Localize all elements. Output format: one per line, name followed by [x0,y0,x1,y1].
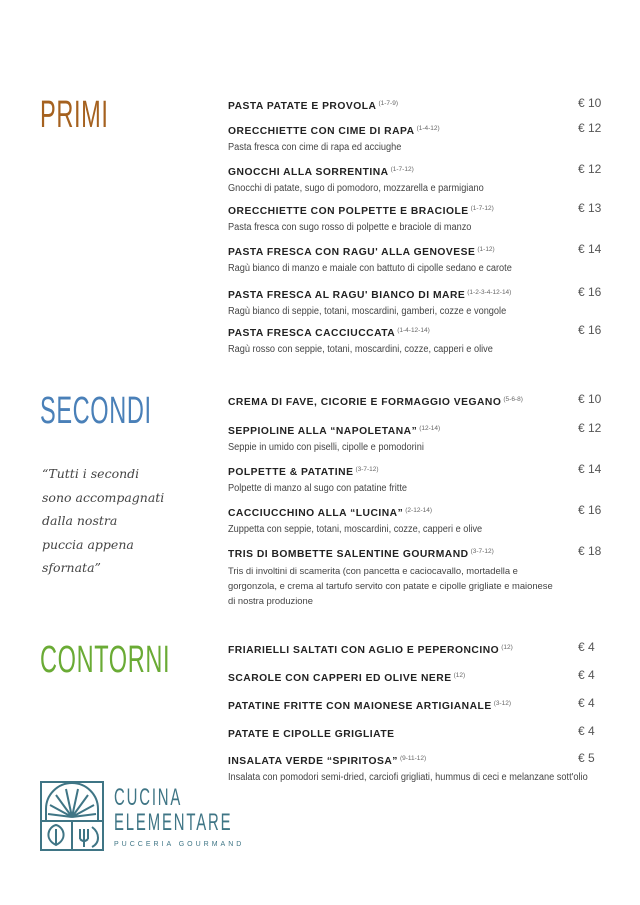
item-name [228,641,628,657]
item-description: Ragù rosso con seppie, totani, moscardini, cozze, capperi e olive [228,344,493,355]
item-price: € 18 [578,544,602,558]
item-title: PASTA FRESCA CACCIUCCATA [228,328,396,339]
menu-item [228,752,628,785]
item-title: CACCIUCCHINO ALLA “LUCINA” [228,508,404,519]
item-title: ORECCHIETTE CON CIME DI RAPA [228,126,415,137]
item-description: Gnocchi di patate, sugo di pomodoro, mozzarella e parmigiano [228,183,484,194]
item-title: SCAROLE CON CAPPERI ED OLIVE NERE [228,673,452,684]
item-name [228,243,628,259]
menu-item [228,393,628,409]
item-price: € 13 [578,201,602,215]
item-price: € 4 [578,724,595,738]
item-name [228,504,628,520]
item-name [228,202,628,218]
menu-item [228,202,628,235]
menu-item [228,641,628,657]
item-price: € 4 [578,640,595,654]
item-name [228,725,628,741]
menu-item [228,504,628,537]
item-title: PASTA FRESCA CON RAGU' ALLA GENOVESE [228,247,476,258]
note-line: sono accompagnati [42,489,165,505]
secondi-heading: SECONDI [40,390,152,432]
item-description: Seppie in umido con piselli, cipolle e pomodorini [228,442,424,453]
item-title: TRIS DI BOMBETTE SALENTINE GOURMAND [228,549,469,560]
item-price: € 5 [578,751,595,765]
item-name [228,697,628,713]
menu-item [228,697,628,713]
logo-line2: ELEMENTARE [114,809,233,836]
item-allergens: (1-12) [477,246,495,253]
note-line: “Tutti i secondi [42,466,140,481]
item-allergens: (1-4-12) [416,125,440,132]
item-allergens: (12) [501,644,513,651]
menu-item [228,286,628,319]
item-description: Polpette di manzo al sugo con patatine fritte [228,483,408,494]
item-description: Ragù bianco di manzo e maiale con battuto di cipolle sedano e carote [228,263,512,274]
item-price: € 16 [578,323,602,337]
logo-emblem [40,781,104,851]
item-name [228,545,628,561]
item-allergens: (12-14) [419,425,441,432]
logo-tagline: PUCCERIA GOURMAND [114,841,245,848]
menu-item [228,463,628,496]
item-title: SEPPIOLINE ALLA “NAPOLETANA” [228,426,418,437]
item-name [228,122,628,138]
item-allergens: (3-7-12) [470,548,494,555]
item-description: Tris di involtini di scamerita (con pancetta e caciocavallo, mortadella e gorgonzola, e crema al tartufo servito con patate e cipolle grigliate e maionese di nostra produzione [228,565,553,606]
menu-item [228,243,628,276]
menu-item [228,669,628,685]
item-allergens: (1-7-9) [378,100,398,107]
item-name [228,393,628,409]
menu-item [228,324,628,357]
item-price: € 4 [578,696,595,710]
menu-item [228,422,628,455]
item-allergens: (9-11-12) [399,755,427,762]
contorni-heading: CONTORNI [40,639,171,681]
item-description: Zuppetta con seppie, totani, moscardini, cozze, capperi e olive [228,524,483,535]
note-line: sfornata” [42,560,101,575]
primi-heading: PRIMI [40,94,109,136]
item-title: PATATINE FRITTE CON MAIONESE ARTIGIANALE [228,701,492,712]
item-allergens: (3-12) [493,700,512,707]
item-price: € 16 [578,503,602,517]
note-line: puccia appena [42,536,134,552]
item-title: PASTA PATATE E PROVOLA [228,101,377,112]
item-price: € 4 [578,668,595,682]
item-name [228,163,628,179]
item-allergens: (3-7-12) [355,466,379,473]
item-name [228,97,628,113]
secondi-note [42,462,164,580]
item-allergens: (1-7-12) [390,166,414,173]
item-allergens: (1-2-3-4-12-14) [467,289,512,296]
menu-item [228,545,628,608]
item-price: € 10 [578,96,602,110]
item-allergens: (1-7-12) [470,205,494,212]
logo-line1: CUCINA [114,784,183,811]
note-line: dalla nostra [42,513,118,528]
item-title: GNOCCHI ALLA SORRENTINA [228,167,389,178]
item-price: € 12 [578,162,602,176]
item-price: € 14 [578,242,602,256]
item-title: CREMA DI FAVE, CICORIE E FORMAGGIO VEGANO [228,397,502,408]
item-title: INSALATA VERDE “SPIRITOSA” [228,756,398,767]
logo-text [114,785,305,848]
item-allergens: (12) [453,672,466,679]
item-name [228,286,628,302]
menu-item [228,97,628,113]
item-name [228,669,628,685]
item-description: Insalata con pomodori semi-dried, carciofi grigliati, hummus di ceci e melanzane sott'olio [228,772,588,783]
item-title: PASTA FRESCA AL RAGU' BIANCO DI MARE [228,290,466,301]
item-title: PATATE E CIPOLLE GRIGLIATE [228,729,395,740]
item-description: Pasta fresca con cime di rapa ed acciughe [228,142,402,153]
item-title: POLPETTE & PATATINE [228,467,354,478]
item-description: Ragù bianco di seppie, totani, moscardini, gamberi, cozze e vongole [228,306,507,317]
item-price: € 12 [578,121,602,135]
item-description: Pasta fresca con sugo rosso di polpette e braciole di manzo [228,222,472,233]
item-title: ORECCHIETTE CON POLPETTE E BRACIOLE [228,206,469,217]
item-title: FRIARIELLI SALTATI CON AGLIO E PEPERONCINO [228,645,500,656]
item-name [228,752,628,768]
item-name [228,422,628,438]
item-name [228,324,628,340]
item-name [228,463,628,479]
item-allergens: (2-12-14) [405,507,432,514]
item-allergens: (1-4-12-14) [397,327,430,334]
item-allergens: (5-6-8) [503,396,523,403]
menu-item [228,725,628,741]
menu-item [228,163,628,196]
menu-item [228,122,628,155]
item-price: € 12 [578,421,602,435]
item-price: € 10 [578,392,602,406]
item-price: € 16 [578,285,602,299]
item-price: € 14 [578,462,602,476]
